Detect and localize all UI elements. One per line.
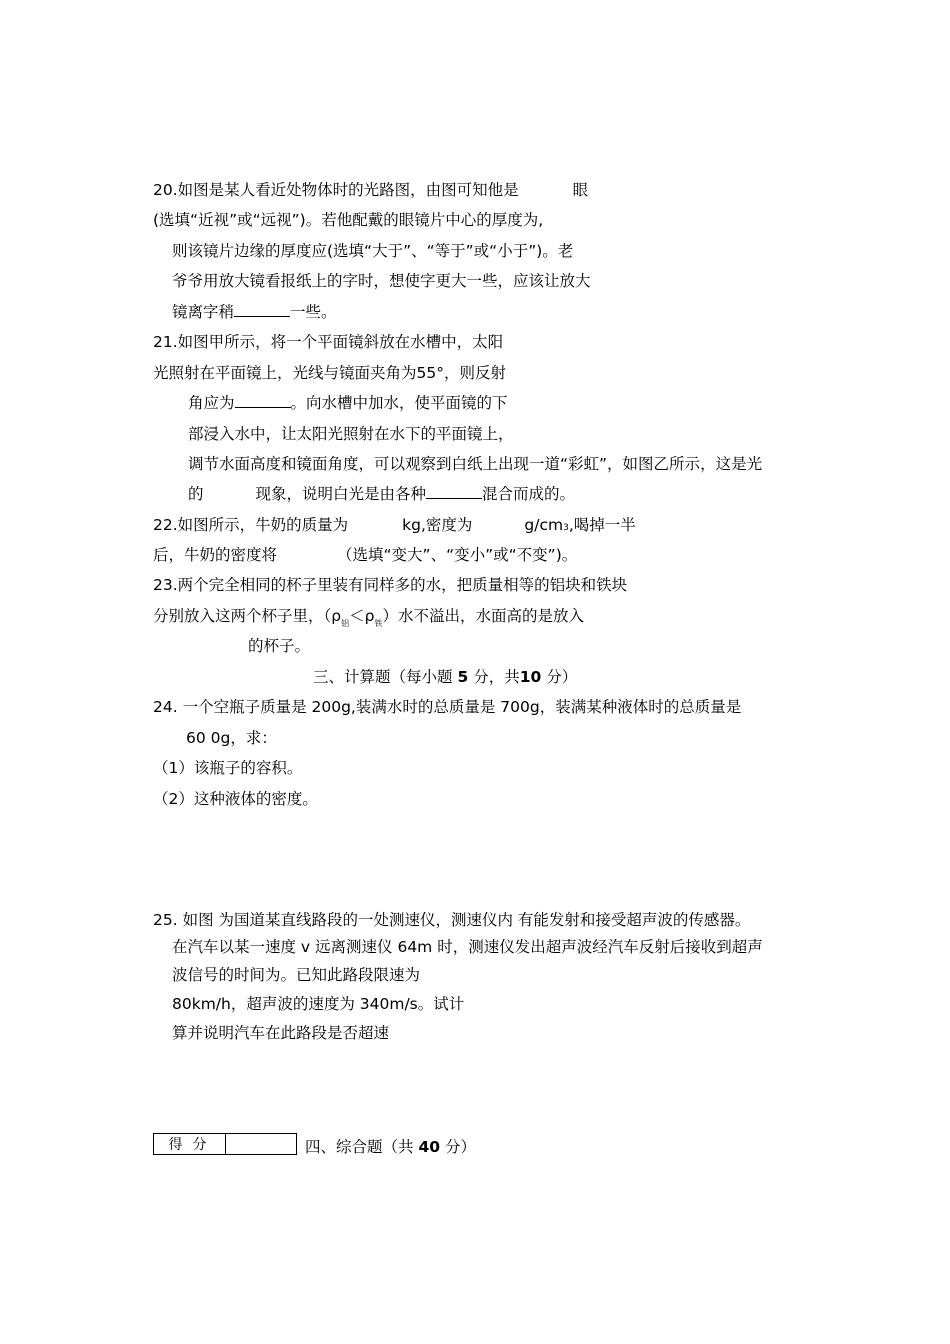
section-4-text: 分） bbox=[444, 1138, 476, 1156]
section-4-total: 40 bbox=[418, 1138, 441, 1156]
section-3-text: 分） bbox=[546, 668, 578, 686]
q21-line-4: 部浸入水中，让太阳光照射在水下的平面镜上， bbox=[188, 425, 514, 443]
q22-text: 22.如图所示，牛奶的质量为 bbox=[153, 516, 349, 534]
q25-line-4: 80km/h，超声波的速度为 340m/s。试计 bbox=[172, 995, 465, 1013]
q23-line-2 bbox=[153, 606, 584, 634]
q20-line-3: 则该镜片边缘的厚度应(选填“大于”、“等于”或“小于”)。老 bbox=[172, 242, 574, 260]
q21-text: 角应为 bbox=[188, 394, 235, 412]
q21-line-5: 调节水面高度和镜面角度，可以观察到白纸上出现一道“彩虹”，如图乙所示，这是光 bbox=[188, 455, 763, 473]
q20-line-5 bbox=[172, 302, 337, 322]
q22-text: kg,密度为 bbox=[402, 516, 473, 534]
q21-line-3 bbox=[188, 393, 508, 413]
section-4-heading bbox=[305, 1137, 476, 1157]
q25-line-1: 25. 如图 为国道某直线路段的一处测速仪，测速仪内 有能发射和接受超声波的传感器。 bbox=[153, 911, 751, 929]
q25-line-5: 算并说明汽车在此路段是否超速 bbox=[172, 1024, 390, 1042]
section-3-text: 分，共 bbox=[473, 668, 520, 686]
q22-line-2 bbox=[153, 545, 577, 565]
q22-unit-exponent: 3 bbox=[563, 523, 569, 533]
q23-line-1: 23.两个完全相同的杯子里装有同样多的水，把质量相等的铝块和铁块 bbox=[153, 576, 628, 594]
score-box bbox=[153, 1133, 297, 1155]
section-3-points: 5 bbox=[457, 668, 469, 686]
q20-line-4: 爷爷用放大镜看报纸上的字时，想使字更大一些，应该让放大 bbox=[172, 272, 591, 290]
q23-line-3: 的杯子。 bbox=[248, 637, 311, 655]
q21-line-6 bbox=[188, 484, 575, 504]
score-field[interactable] bbox=[226, 1134, 296, 1154]
q21-text: 。向水槽中加水，使平面镜的下 bbox=[290, 394, 508, 412]
q21-line-1: 21.如图甲所示，将一个平面镜斜放在水槽中，太阳 bbox=[153, 333, 504, 351]
section-3-heading bbox=[313, 667, 577, 687]
q22-line-1 bbox=[153, 515, 636, 538]
q20-text: 一些。 bbox=[290, 303, 337, 321]
answer-blank[interactable] bbox=[426, 484, 482, 499]
q24-line-4: （2）这种液体的密度。 bbox=[153, 790, 318, 808]
q21-text: 混合而成的。 bbox=[482, 485, 576, 503]
q24-line-2: 60 0g，求： bbox=[186, 729, 277, 747]
q20-text: 眼 bbox=[572, 181, 589, 199]
q23-text: ）水不溢出，水面高的是放入 bbox=[382, 607, 584, 625]
q25-line-2: 在汽车以某一速度 v 远离测速仪 64m 时，测速仪发出超声波经汽车反射后接收到超声 bbox=[172, 938, 763, 956]
q25-line-3: 波信号的时间为。已知此路段限速为 bbox=[172, 966, 421, 984]
section-3-total: 10 bbox=[519, 668, 542, 686]
q22-text: 后，牛奶的密度将 bbox=[153, 546, 278, 564]
q21-line-2: 光照射在平面镜上，光线与镜面夹角为55°，则反射 bbox=[153, 364, 506, 382]
q20-text: 镜离字稍 bbox=[172, 303, 235, 321]
answer-blank[interactable] bbox=[234, 302, 290, 317]
q24-line-3: （1）该瓶子的容积。 bbox=[153, 759, 303, 777]
q23-text: 分别放入这两个杯子里，（ρ bbox=[153, 607, 342, 625]
q24-line-1: 24. 一个空瓶子质量是 200g,装满水时的总质量是 700g，装满某种液体时的总质量是 bbox=[153, 698, 742, 716]
q23-text: ＜ρ bbox=[349, 607, 375, 625]
section-3-text: 三、计算题（每小题 bbox=[313, 668, 453, 686]
q20-line-2: (选填“近视”或“远视”)。若他配戴的眼镜片中心的厚度为, bbox=[153, 211, 544, 229]
q21-text: 的 bbox=[188, 485, 204, 503]
score-label: 得分 bbox=[154, 1134, 226, 1154]
q22-text: ,喝掉一半 bbox=[568, 516, 636, 534]
q20-line-1 bbox=[153, 180, 588, 200]
answer-blank[interactable] bbox=[235, 393, 291, 408]
q21-text: 现象，说明白光是由各种 bbox=[255, 485, 427, 503]
q22-text: （选填“变大”、“变小”或“不变”)。 bbox=[337, 546, 578, 564]
q22-text: g/cm bbox=[524, 516, 564, 534]
q23-subscript-iron: 铁 bbox=[374, 619, 383, 628]
q23-subscript-aluminum: 铝 bbox=[341, 619, 350, 628]
q20-text: 20.如图是某人看近处物体时的光路图，由图可知他是 bbox=[153, 181, 519, 199]
section-4-text: 四、综合题（共 bbox=[305, 1138, 414, 1156]
